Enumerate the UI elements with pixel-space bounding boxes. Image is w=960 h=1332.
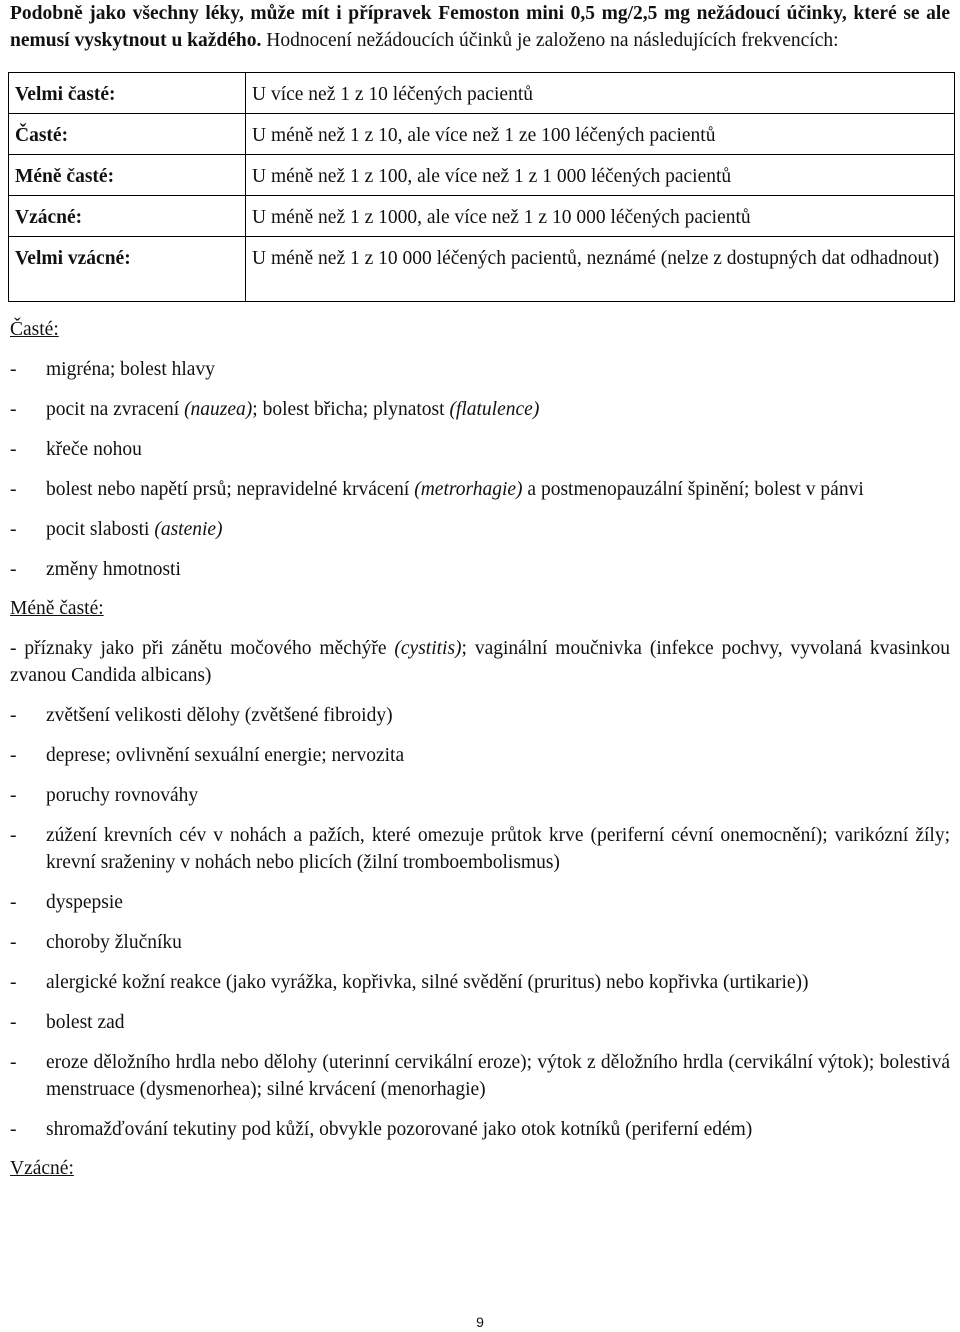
list-dash: - <box>10 932 17 953</box>
list-item <box>10 476 950 503</box>
list-dash: - <box>10 519 17 540</box>
list-item-text: zvětšení velikosti dělohy (zvětšené fibroidy) <box>46 705 393 726</box>
list-dash: - <box>10 1052 17 1073</box>
section-heading-uncommon: Méně časté: <box>10 598 104 619</box>
list-item <box>10 1009 950 1036</box>
intro-text: Hodnocení nežádoucích účinků je založeno na následujících frekvencích: <box>266 30 839 51</box>
page-number: 9 <box>476 1314 484 1330</box>
frequency-description: U méně než 1 z 10, ale více než 1 ze 100 léčených pacientů <box>246 114 955 155</box>
frequency-label: Velmi vzácné: <box>9 237 246 302</box>
list-dash: - <box>10 972 17 993</box>
intro-bold-text: Podobně jako všechny léky, může mít i přípravek Femoston mini 0,5 mg/2,5 mg nežádoucí účinky, které se ale nemusí vyskytnout u každého. <box>10 3 950 51</box>
list-item <box>10 822 950 876</box>
list-item <box>10 356 950 383</box>
frequency-label: Časté: <box>9 114 246 155</box>
list-dash: - <box>10 359 17 380</box>
list-item <box>10 929 950 956</box>
list-item-text: křeče nohou <box>46 439 142 460</box>
frequency-label: Velmi časté: <box>9 73 246 114</box>
list-item-text: dyspepsie <box>46 892 123 913</box>
list-dash: - <box>10 705 17 726</box>
list-dash: - <box>10 439 17 460</box>
list-item-text: deprese; ovlivnění sexuální energie; nervozita <box>46 745 405 766</box>
list-dash: - <box>10 825 17 846</box>
list-item <box>10 1116 950 1143</box>
list-dash: - <box>10 479 17 500</box>
list-item <box>10 702 950 729</box>
table-row <box>9 73 955 114</box>
list-item <box>10 556 950 583</box>
list-item-text: alergické kožní reakce (jako vyrážka, kopřivka, silné svědění (pruritus) nebo kopřivka (urtikarie)) <box>46 972 809 993</box>
list-item <box>10 436 950 463</box>
list-dash: - <box>10 745 17 766</box>
list-item-text: eroze děložního hrdla nebo dělohy (uterinní cervikální eroze); výtok z děložního hrdla (cervikální výtok); bolestivá menstruace (dysmenorhea); silné krvácení (menorhagie) <box>46 1052 950 1100</box>
table-row <box>9 237 955 302</box>
list-item-text: poruchy rovnováhy <box>46 785 199 806</box>
list-item-text: shromažďování tekutiny pod kůží, obvykle pozorované jako otok kotníků (periferní edém) <box>46 1119 753 1140</box>
list-item-text: změny hmotnosti <box>46 559 181 580</box>
frequency-label: Vzácné: <box>9 196 246 237</box>
list-dash: - <box>10 1119 17 1140</box>
list-dash: - <box>10 399 17 420</box>
list-item-text: zúžení krevních cév v nohách a pažích, které omezuje průtok krve (periferní cévní onemocnění); varikózní žíly; krevní sraženiny v nohách nebo plicích (žilní tromboembolismus) <box>46 825 950 873</box>
list-item <box>10 889 950 916</box>
list-item: - příznaky jako při zánětu močového měchýře (cystitis); vaginální moučnivka (infekce pochvy, vyvolaná kvasinkou zvanou Candida albicans) <box>10 638 951 686</box>
table-row <box>9 155 955 196</box>
intro-paragraph <box>10 0 950 54</box>
frequency-label: Méně časté: <box>9 155 246 196</box>
table-row <box>9 196 955 237</box>
frequency-description: U méně než 1 z 1000, ale více než 1 z 10 000 léčených pacientů <box>246 196 955 237</box>
list-item-text: pocit na zvracení (nauzea); bolest břicha; plynatost (flatulence) <box>46 399 540 420</box>
list-item <box>10 782 950 809</box>
list-item-text: bolest nebo napětí prsů; nepravidelné krvácení (metrorhagie) a postmenopauzální špinění; bolest v pánvi <box>46 479 864 500</box>
leaflet-page <box>10 0 950 1182</box>
list-dash: - <box>10 559 17 580</box>
list-dash: - <box>10 892 17 913</box>
list-dash: - <box>10 785 17 806</box>
frequency-description: U méně než 1 z 10 000 léčených pacientů, neznámé (nelze z dostupných dat odhadnout) <box>246 237 955 302</box>
list-dash: - <box>10 1012 17 1033</box>
frequency-description: U více než 1 z 10 léčených pacientů <box>246 73 955 114</box>
list-item <box>10 516 950 543</box>
frequency-table <box>8 72 955 302</box>
list-item <box>10 969 950 996</box>
list-item <box>10 396 950 423</box>
list-item <box>10 1049 950 1103</box>
list-item <box>10 742 950 769</box>
list-item-text: bolest zad <box>46 1012 125 1033</box>
table-row <box>9 114 955 155</box>
list-item-text: pocit slabosti (astenie) <box>46 519 223 540</box>
section-heading-rare: Vzácné: <box>10 1158 74 1179</box>
list-item-text: migréna; bolest hlavy <box>46 359 215 380</box>
frequency-description: U méně než 1 z 100, ale více než 1 z 1 000 léčených pacientů <box>246 155 955 196</box>
list-item-text: choroby žlučníku <box>46 932 182 953</box>
section-heading-common: Časté: <box>10 319 59 340</box>
